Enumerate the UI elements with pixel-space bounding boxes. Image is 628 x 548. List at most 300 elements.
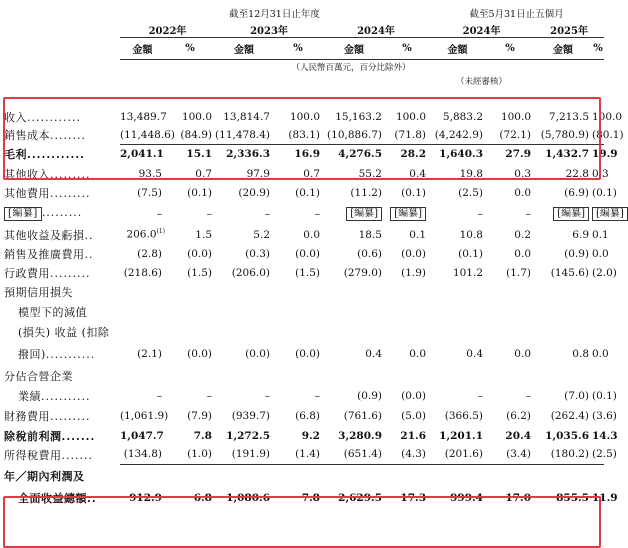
leader-dots: ..	[84, 228, 94, 242]
amount-cell	[323, 406, 385, 426]
amount-cell	[120, 244, 165, 263]
cell-value: (279.0)	[343, 266, 382, 279]
cell-value: (1.5)	[187, 266, 212, 279]
amount-cell	[429, 225, 486, 244]
percent-cell	[273, 244, 323, 263]
percent-cell	[273, 406, 323, 426]
table-row	[2, 183, 604, 202]
percent-cell	[165, 322, 215, 342]
table-row	[2, 426, 604, 445]
row-label	[2, 426, 120, 445]
amount-cell	[323, 302, 385, 322]
amount-cell	[120, 406, 169, 426]
percent-cell	[273, 183, 323, 202]
cell-value: 28.2	[400, 148, 426, 161]
amount-cell	[429, 302, 486, 322]
amount-cell	[215, 263, 273, 282]
percent-cell	[385, 263, 429, 282]
cell-value: (134.8)	[123, 448, 162, 461]
cell-value: (11,448.6)	[120, 128, 175, 141]
cell-value: 0.0	[409, 347, 426, 360]
percent-cell	[592, 386, 617, 406]
percent-cell	[592, 244, 609, 263]
percent-cell	[592, 426, 618, 445]
cell-value: (2.5)	[592, 448, 617, 461]
percent-cell	[592, 302, 604, 322]
percent-cell	[486, 406, 534, 426]
row-label	[2, 183, 120, 202]
table-row	[2, 464, 604, 487]
percent-cell	[486, 342, 534, 365]
cell-value: –	[206, 390, 212, 402]
amount-cell	[323, 426, 385, 445]
row-label-text: 銷售及推廣費用	[4, 247, 85, 261]
table-header	[2, 4, 604, 88]
cell-value: 15,163.2	[335, 111, 382, 123]
percent-cell	[165, 282, 215, 302]
cell-value: 6.9	[572, 228, 589, 241]
cell-value: (191.9)	[231, 448, 270, 461]
cell-value: (5.0)	[401, 410, 426, 422]
cell-value: 7,213.5	[548, 111, 589, 123]
percent-cell	[385, 322, 429, 342]
row-label	[2, 302, 120, 322]
footnote-marker: (1)	[156, 228, 165, 236]
leader-dots: .........	[50, 167, 91, 181]
cell-value: (3.6)	[592, 410, 617, 422]
amount-cell	[534, 464, 592, 487]
row-label-text: 全面收益總額	[18, 491, 87, 505]
percent-cell	[165, 464, 215, 487]
row-label-text: 所得稅費用	[4, 448, 62, 462]
row-label-text: 除稅前利潤	[4, 429, 62, 443]
amount-cell	[534, 282, 592, 302]
cell-value: (1.4)	[295, 448, 320, 461]
unit-note: （人民幣百萬元，百分比除外）	[291, 62, 411, 73]
amount-cell	[323, 322, 385, 342]
percent-cell	[273, 302, 323, 322]
amount-cell	[429, 426, 486, 445]
cell-value: (0.1)	[295, 186, 320, 199]
cell-value: 5.2	[253, 228, 270, 241]
amount-cell	[120, 302, 165, 322]
percent-cell	[486, 445, 534, 464]
cell-value: 7.8	[301, 491, 320, 504]
cell-value: –	[477, 207, 483, 220]
cell-value: (262.4)	[550, 410, 589, 422]
cell-value: 0.0	[592, 247, 609, 260]
cell-value: 0.0	[514, 186, 531, 199]
cell-value: 0.0	[303, 228, 320, 241]
percent-cell	[165, 445, 215, 464]
percent-cell	[592, 406, 617, 426]
cell-value: 20.4	[505, 429, 531, 442]
cell-value: –	[264, 207, 270, 220]
cell-value: (4.3)	[401, 448, 426, 461]
cell-value: 11.9	[592, 491, 618, 504]
cell-value: (939.7)	[231, 410, 270, 422]
cell-value: [編纂]	[390, 207, 426, 221]
table-row	[2, 225, 604, 244]
amount-cell	[323, 445, 385, 464]
cell-value: (366.5)	[444, 410, 483, 422]
percent-cell	[165, 406, 215, 426]
percent-cell	[385, 202, 429, 225]
amount-cell	[534, 202, 592, 225]
cell-value: 6.8	[193, 491, 212, 504]
cell-value: (0.0)	[401, 247, 426, 260]
col-pct: %	[293, 43, 303, 54]
cell-value: 0.3	[592, 167, 609, 180]
amount-cell	[429, 322, 486, 342]
amount-cell	[534, 244, 592, 263]
amount-cell	[120, 322, 165, 342]
col-pct: %	[593, 43, 603, 54]
amount-cell	[534, 386, 592, 406]
percent-cell	[592, 202, 624, 225]
cell-value: 27.9	[505, 148, 531, 161]
cell-value: 1,272.5	[226, 429, 270, 442]
cell-value: 101.2	[452, 266, 483, 279]
cell-value: 1.5	[195, 228, 212, 241]
leader-dots: .......	[61, 448, 93, 462]
amount-cell	[323, 244, 385, 263]
cell-value: (5,780.9)	[540, 128, 589, 141]
amount-cell	[215, 225, 273, 244]
unaudited-note: （未經審核）	[456, 76, 508, 87]
cell-value: 93.5	[138, 167, 162, 180]
cell-value: 0.4	[409, 167, 426, 180]
cell-value: 13,489.7	[120, 111, 167, 123]
cell-value: (84.9)	[180, 128, 212, 141]
cell-value: (3.4)	[506, 448, 531, 461]
revenue-section-highlight	[3, 97, 601, 180]
percent-cell	[486, 464, 534, 487]
amount-cell	[534, 322, 592, 342]
cell-value: (0.0)	[401, 390, 426, 402]
col-amount: 金額	[553, 45, 574, 56]
year-2024-5m: 2024年	[462, 26, 501, 37]
cell-value: 1,640.3	[439, 148, 483, 161]
amount-cell	[534, 183, 592, 202]
cell-value: 0.4	[365, 347, 382, 360]
row-label-text: 毛利	[4, 148, 27, 161]
amount-cell	[215, 365, 273, 386]
cell-value: 855.5	[556, 491, 589, 504]
percent-cell	[486, 322, 534, 342]
cell-value: 17.0	[505, 491, 531, 504]
leader-dots: ........	[50, 129, 86, 142]
percent-cell	[486, 386, 534, 406]
cell-value: 912.9	[129, 491, 162, 504]
cell-value: 55.2	[358, 167, 382, 180]
cell-value: 1,080.6	[226, 491, 270, 504]
col-pct: %	[402, 43, 412, 54]
row-label-text: 撥回)	[18, 347, 46, 361]
cell-value: 0.8	[572, 347, 589, 360]
amount-cell	[323, 365, 385, 386]
cell-value: –	[525, 390, 531, 402]
cell-value: 2,629.5	[338, 491, 382, 504]
cell-value: (20.9)	[238, 186, 270, 199]
amount-cell	[534, 263, 592, 282]
amount-cell	[323, 282, 385, 302]
percent-cell	[385, 426, 429, 445]
cell-value: (0.1)	[187, 186, 212, 199]
amount-cell	[323, 183, 385, 202]
cell-value: (1,061.9)	[120, 410, 169, 422]
percent-cell	[385, 302, 429, 322]
percent-cell	[385, 386, 429, 406]
leader-dots: ............	[27, 111, 81, 124]
cell-value: (6.2)	[506, 410, 531, 422]
row-label	[2, 282, 120, 302]
cell-value: (0.1)	[592, 186, 617, 199]
row-label	[2, 263, 120, 282]
percent-cell	[592, 263, 617, 282]
cell-value: (0.0)	[295, 247, 320, 260]
cell-value: 21.6	[400, 429, 426, 442]
percent-cell	[385, 342, 429, 365]
cell-value: 4,276.5	[338, 148, 382, 161]
cell-value: (145.6)	[550, 266, 589, 279]
cell-value: (218.6)	[123, 266, 162, 279]
percent-cell	[486, 263, 534, 282]
cell-value: (6.8)	[295, 410, 320, 422]
amount-cell	[215, 445, 273, 464]
row-label	[2, 406, 120, 426]
leader-dots: ............	[27, 148, 85, 161]
table-row	[2, 342, 604, 365]
percent-cell	[592, 322, 604, 342]
percent-cell	[385, 445, 429, 464]
cell-value: 3,280.9	[338, 429, 382, 442]
cell-value: –	[206, 207, 212, 220]
percent-cell	[592, 445, 617, 464]
cell-value: –	[156, 390, 162, 402]
row-label-text: 分佔合營企業	[4, 369, 73, 383]
cell-value: 15.1	[186, 148, 212, 161]
cell-value: (1.7)	[506, 266, 531, 279]
cell-value: 97.9	[246, 167, 270, 180]
table-row	[2, 263, 604, 282]
year-2022: 2022年	[148, 26, 187, 37]
cell-value: (7.5)	[137, 186, 162, 199]
cell-value: (201.6)	[444, 448, 483, 461]
percent-cell	[385, 464, 429, 487]
amount-cell	[323, 225, 385, 244]
cell-value: [編纂]	[346, 207, 382, 221]
row-label-text: 模型下的減值	[18, 306, 87, 319]
row-label-text: 收入	[4, 111, 27, 124]
amount-cell	[215, 202, 273, 225]
amount-cell	[534, 406, 592, 426]
amount-cell	[323, 202, 385, 225]
table-row	[2, 365, 604, 386]
col-amount: 金額	[234, 45, 254, 56]
amount-cell	[120, 202, 165, 225]
row-label-text: 其他收入	[4, 167, 50, 181]
cell-value: (72.1)	[499, 128, 531, 141]
row-label-text: 銷售成本	[4, 129, 50, 142]
leader-dots: .........	[50, 410, 91, 423]
percent-cell	[592, 365, 604, 386]
cell-value: 0.1	[409, 228, 426, 241]
percent-cell	[165, 426, 215, 445]
cell-value: 100.0	[181, 111, 212, 123]
cell-value: (6.9)	[564, 186, 589, 199]
amount-cell	[429, 183, 486, 202]
row-label	[2, 386, 120, 406]
amount-cell	[215, 406, 273, 426]
percent-cell	[165, 263, 215, 282]
row-label	[2, 342, 120, 365]
cell-value: (206.0)	[231, 266, 270, 279]
cell-value: (7.0)	[564, 390, 589, 402]
percent-cell	[385, 225, 429, 244]
amount-cell	[120, 342, 165, 365]
cell-value: 100.0	[592, 111, 623, 123]
percent-cell	[165, 342, 215, 365]
row-label	[2, 244, 120, 263]
amount-cell	[120, 386, 165, 406]
cell-value: 1,201.1	[439, 429, 483, 442]
amount-cell	[215, 244, 273, 263]
total-profit-highlight	[3, 496, 601, 548]
percent-cell	[273, 202, 323, 225]
cell-value: (0.1)	[458, 247, 483, 260]
cell-value: 9.2	[301, 429, 320, 442]
cell-value: 7.8	[193, 429, 212, 442]
cell-value: (83.1)	[288, 128, 320, 141]
percent-cell	[273, 426, 323, 445]
table-row	[2, 386, 604, 406]
row-label-text: 行政費用	[4, 266, 50, 280]
cell-value: 100.0	[289, 111, 320, 123]
percent-cell	[165, 225, 215, 244]
percent-cell	[592, 225, 609, 244]
cell-value: 18.5	[358, 228, 382, 241]
amount-cell	[215, 302, 273, 322]
leader-dots: .......	[61, 429, 96, 443]
cell-value: (2.8)	[137, 247, 162, 260]
cell-value: 2,336.3	[226, 148, 270, 161]
cell-value: (1.5)	[295, 266, 320, 279]
table-row	[2, 244, 604, 263]
percent-cell	[273, 365, 323, 386]
cell-value: 0.0	[514, 247, 531, 260]
percent-cell	[165, 202, 215, 225]
table-row	[2, 406, 604, 426]
amount-cell	[215, 183, 273, 202]
cell-value: 0.7	[303, 167, 320, 180]
cell-value: 2,041.1	[120, 148, 164, 161]
cell-value: 0.2	[514, 228, 531, 241]
percent-cell	[486, 365, 534, 386]
cell-value: (0.0)	[245, 347, 270, 360]
percent-cell	[592, 183, 617, 202]
percent-cell	[273, 322, 323, 342]
percent-cell	[165, 302, 215, 322]
cell-value: 5,883.2	[442, 111, 483, 123]
cell-value: –	[525, 207, 531, 220]
row-label	[2, 445, 120, 464]
amount-cell	[429, 386, 486, 406]
percent-cell	[273, 263, 323, 282]
percent-cell	[592, 342, 609, 365]
cell-value: [編纂]	[553, 207, 589, 221]
row-label-text: 財務費用	[4, 410, 50, 423]
row-label-text: 年／期內利潤及	[4, 469, 85, 483]
amount-cell	[429, 445, 486, 464]
amount-cell	[323, 464, 385, 487]
year-2023: 2023年	[250, 26, 288, 37]
row-label-text: 業績	[18, 390, 41, 403]
cell-value: 19.9	[592, 148, 618, 161]
amount-cell	[534, 426, 592, 445]
amount-cell	[120, 282, 165, 302]
row-label-text: (損失) 收益 (扣除	[18, 326, 110, 339]
amount-cell	[323, 342, 385, 365]
col-pct: %	[505, 43, 515, 54]
cell-value: 0.7	[195, 167, 212, 180]
percent-cell	[165, 386, 215, 406]
table-row	[2, 302, 604, 322]
percent-cell	[273, 342, 323, 365]
cell-value: (11,478.4)	[215, 128, 270, 141]
cell-value: 1,035.6	[545, 429, 589, 442]
leader-dots: .........	[50, 266, 91, 280]
cell-value: 999.4	[450, 491, 483, 504]
percent-cell	[273, 282, 323, 302]
amount-cell	[429, 244, 486, 263]
row-label	[2, 322, 120, 342]
five-months-heading: 截至5月31日止五個月	[469, 9, 564, 20]
percent-cell	[385, 244, 429, 263]
amount-cell	[215, 322, 273, 342]
percent-cell	[385, 183, 429, 202]
percent-cell	[165, 365, 215, 386]
percent-cell	[486, 225, 534, 244]
cell-value: (0.6)	[357, 247, 382, 260]
cell-value: 1,047.7	[120, 429, 164, 442]
row-label	[2, 464, 120, 487]
amount-cell	[534, 342, 592, 365]
amount-cell	[215, 426, 273, 445]
cell-value: (11.2)	[350, 186, 382, 199]
cell-value: (1.0)	[187, 448, 212, 461]
row-label	[2, 365, 120, 386]
cell-value: (0.1)	[592, 390, 617, 402]
amount-cell	[215, 282, 273, 302]
cell-value: (651.4)	[343, 448, 382, 461]
cell-value: 0.0	[592, 347, 609, 360]
amount-cell	[429, 365, 486, 386]
cell-value: 16.9	[294, 148, 320, 161]
cell-value: (0.0)	[295, 347, 320, 360]
leader-dots: ...........	[45, 347, 96, 361]
cell-value: (0.3)	[245, 247, 270, 260]
percent-cell	[273, 464, 323, 487]
amount-cell	[429, 406, 486, 426]
amount-cell	[429, 464, 486, 487]
leader-dots: ..	[84, 247, 94, 261]
table-row	[2, 202, 604, 225]
cell-value: (0.0)	[187, 247, 212, 260]
amount-cell	[429, 342, 486, 365]
cell-value: 0.1	[592, 228, 609, 241]
cell-value: –	[477, 390, 483, 402]
